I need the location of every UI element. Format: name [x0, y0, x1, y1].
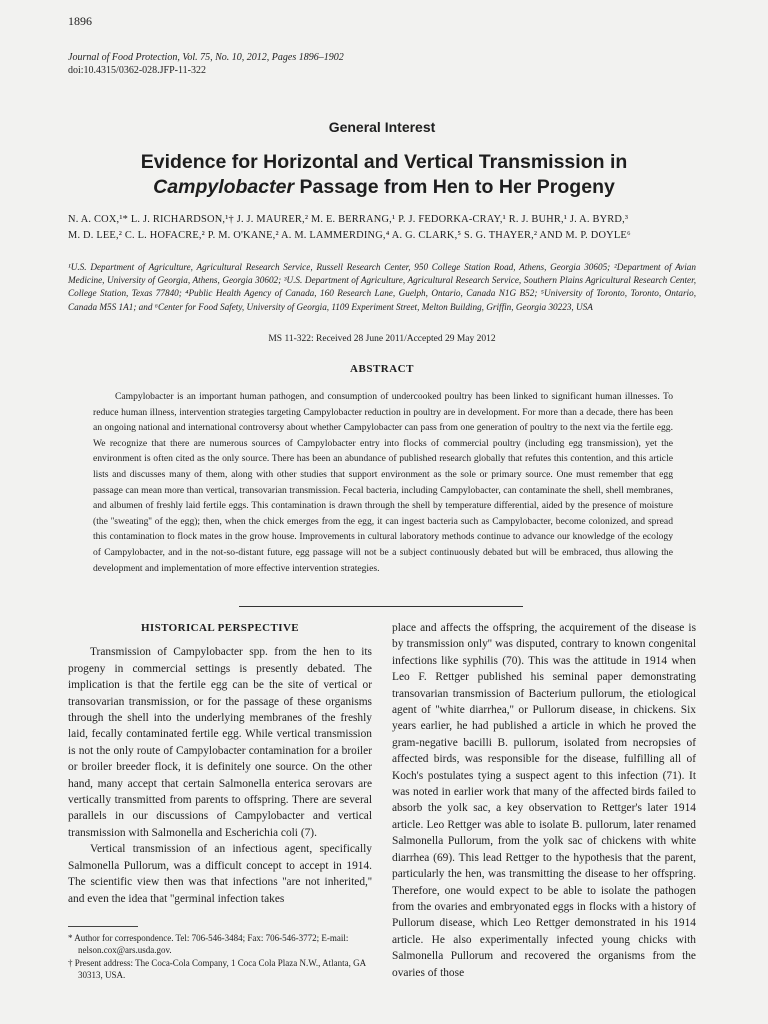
page-number: 1896 — [68, 14, 92, 28]
footnote-correspondence: * Author for correspondence. Tel: 706-546-3484; Fax: 706-546-3772; E-mail: nelson.cox@ars.usda.gov. — [68, 933, 349, 956]
doi: doi:10.4315/0362-028.JFP-11-322 — [68, 65, 206, 76]
article-title — [60, 150, 708, 200]
abstract-heading: ABSTRACT — [350, 363, 414, 375]
journal-citation: Journal of Food Protection, Vol. 75, No. 10, 2012, Pages 1896–1902 — [68, 52, 344, 63]
section-divider — [239, 606, 523, 607]
section-label: General Interest — [328, 119, 436, 135]
author-line-2: M. D. LEE,² C. L. HOFACRE,² P. M. O'KANE,² A. M. LAMMERDING,⁴ A. G. CLARK,⁵ S. G. THAYER,² AND M. P. DOYLE⁶ — [68, 230, 631, 241]
historical-perspective-heading: HISTORICAL PERSPECTIVE — [140, 622, 300, 634]
footnotes — [68, 932, 372, 982]
affiliations: ¹U.S. Department of Agriculture, Agricultural Research Service, Russell Research Center, 950 College Station Road, Athens, Georgia 30605; ²Department of Avian Medicine, University of Georgia, Athens, Georgia 30602; ³U.S. Department of Agriculture, Agricultural Research Service, Southern Plains Agricultural Research Center, College Station, Texas 77840; ⁴Public Health Agency of Canada, 160 Research Lane, Guelph, Ontario, Canada N1G B52; ⁵University of Toronto, Toronto, Ontario, Canada M5S 1A1; and ⁶Center for Food Safety, University of Georgia, 1109 Experiment Street, Melton Building, Griffin, Georgia 30223, USA — [68, 262, 696, 312]
title-line-1: Evidence for Horizontal and Vertical Transmission in — [140, 151, 628, 173]
abstract-text: Campylobacter is an important human pathogen, and consumption of undercooked poultry has been linked to significant human illnesses. To reduce human illness, intervention strategies targeting Campylobacter reduction in poultry are in development. For more than a decade, there has been an ongoing national and international controversy about whether Campylobacter can pass from one generation of poultry to the next via the fertile egg. We recognize that there are numerous sources of Campylobacter entry into flocks of commercial poultry (including egg transmission), yet the environment is often cited as the only source. There has been an abundance of published research globally that refutes this contention, and this article lists and discusses many of them, along with other studies that support environment as the sole or primary source. One must remember that egg passage can mean more than vertical, transovarian transmission. Fecal bacteria, including Campylobacter, can contaminate the shell, shell membranes, and albumen of freshly laid fertile eggs. This contamination is drawn through the shell by temperature differential, aided by the presence of moisture (the ''sweating'' of the egg); then, when the chick emerges from the egg, it can ingest bacteria such as Campylobacter, become colonized, and spread this contamination to flock mates in the grow house. Improvements in cultural laboratory methods continue to advance our knowledge of the ecology of Campylobacter, and in the not-so-distant future, egg passage will not be a subject continuously debated but will be embraced, thus allowing the development and implementation of more effective intervention strategies. — [93, 391, 673, 574]
title-line-2-rest: Passage from Hen to Her Progeny — [294, 176, 615, 198]
footnote-divider — [68, 926, 138, 927]
title-line-2 — [60, 175, 708, 200]
body-paragraph-2: Vertical transmission of an infectious agent, specifically Salmonella Pullorum, was a difficult concept to accept in 1914. The scientific view then was that infections ''are not inherited,'' and even the idea that ''germinal infection takes — [68, 843, 372, 905]
author-list — [68, 212, 696, 244]
abstract-body — [93, 389, 673, 576]
footnote-present-address: † Present address: The Coca-Cola Company, 1 Coca Cola Plaza N.W., Atlanta, GA 30313, USA. — [68, 957, 366, 981]
right-column — [392, 620, 696, 981]
body-paragraph-1: Transmission of Campylobacter spp. from the hen to its progeny in commercial settings is presently debated. The implication is that the fertile egg can be the site of vertical or transovarian transmission, or for the passage of these organisms through the shell into the underlying membranes of the freshly laid, fecally contaminated fertile egg. While vertical transmission is not the only route of Campylobacter contamination for a broiler or broiler breeder flock, it is definitely one source. On the other hand, many accept that certain Salmonella enterica serovars are vertically transmitted from parents to offspring. There are several parallels in our discussions of Campylobacter and vertical transmission with Salmonella and Escherichia coli (7). — [68, 646, 372, 839]
author-line-1: N. A. COX,¹* L. J. RICHARDSON,¹† J. J. MAURER,² M. E. BERRANG,¹ P. J. FEDORKA-CRAY,¹ R. J. BUHR,¹ J. A. BYRD,³ — [68, 214, 629, 225]
title-genus: Campylobacter — [153, 176, 295, 198]
left-column — [68, 620, 372, 907]
body-paragraph-3: place and affects the offspring, the acquirement of the disease is by transmission only'' was disputed, contrary to known congenital infections like syphilis (70). This was the attitude in 1914 when Leo F. Rettger published his seminal paper demonstrating transovarian transmission of Bacterium pullorum, the etiological agent of ''white diarrhea,'' or Pullorum disease, in chickens. Six years earlier, he had published a article in which he proved the gram-negative bacilli B. pullorum, isolated from necropsies of affected birds, was responsible for the disease, fulfilling all of Koch's postulates tying a suspect agent to this infection (71). It was noted in earlier work that many of the affected birds failed to absorb the yolk sac, a key observation to Rettger's later 1914 article. Leo Rettger was able to isolate B. pullorum, later renamed Salmonella Pullorum, from the yolk sac of chickens with white diarrhea (69). This lead Rettger to the hypothesis that the parent, particularly the hen, was transmitting the disease to her offspring. Therefore, one would expect to be able to isolate the pathogen from the ovaries and embryonated eggs in flocks with a history of Pullorum disease, which Leo Rettger demonstrated in his 1914 article. He also experimentally infected young chicks with Salmonella Pullorum and recovered the organisms from the ovaries of those — [392, 622, 696, 979]
manuscript-dates: MS 11-322: Received 28 June 2011/Accepted 29 May 2012 — [268, 334, 496, 344]
